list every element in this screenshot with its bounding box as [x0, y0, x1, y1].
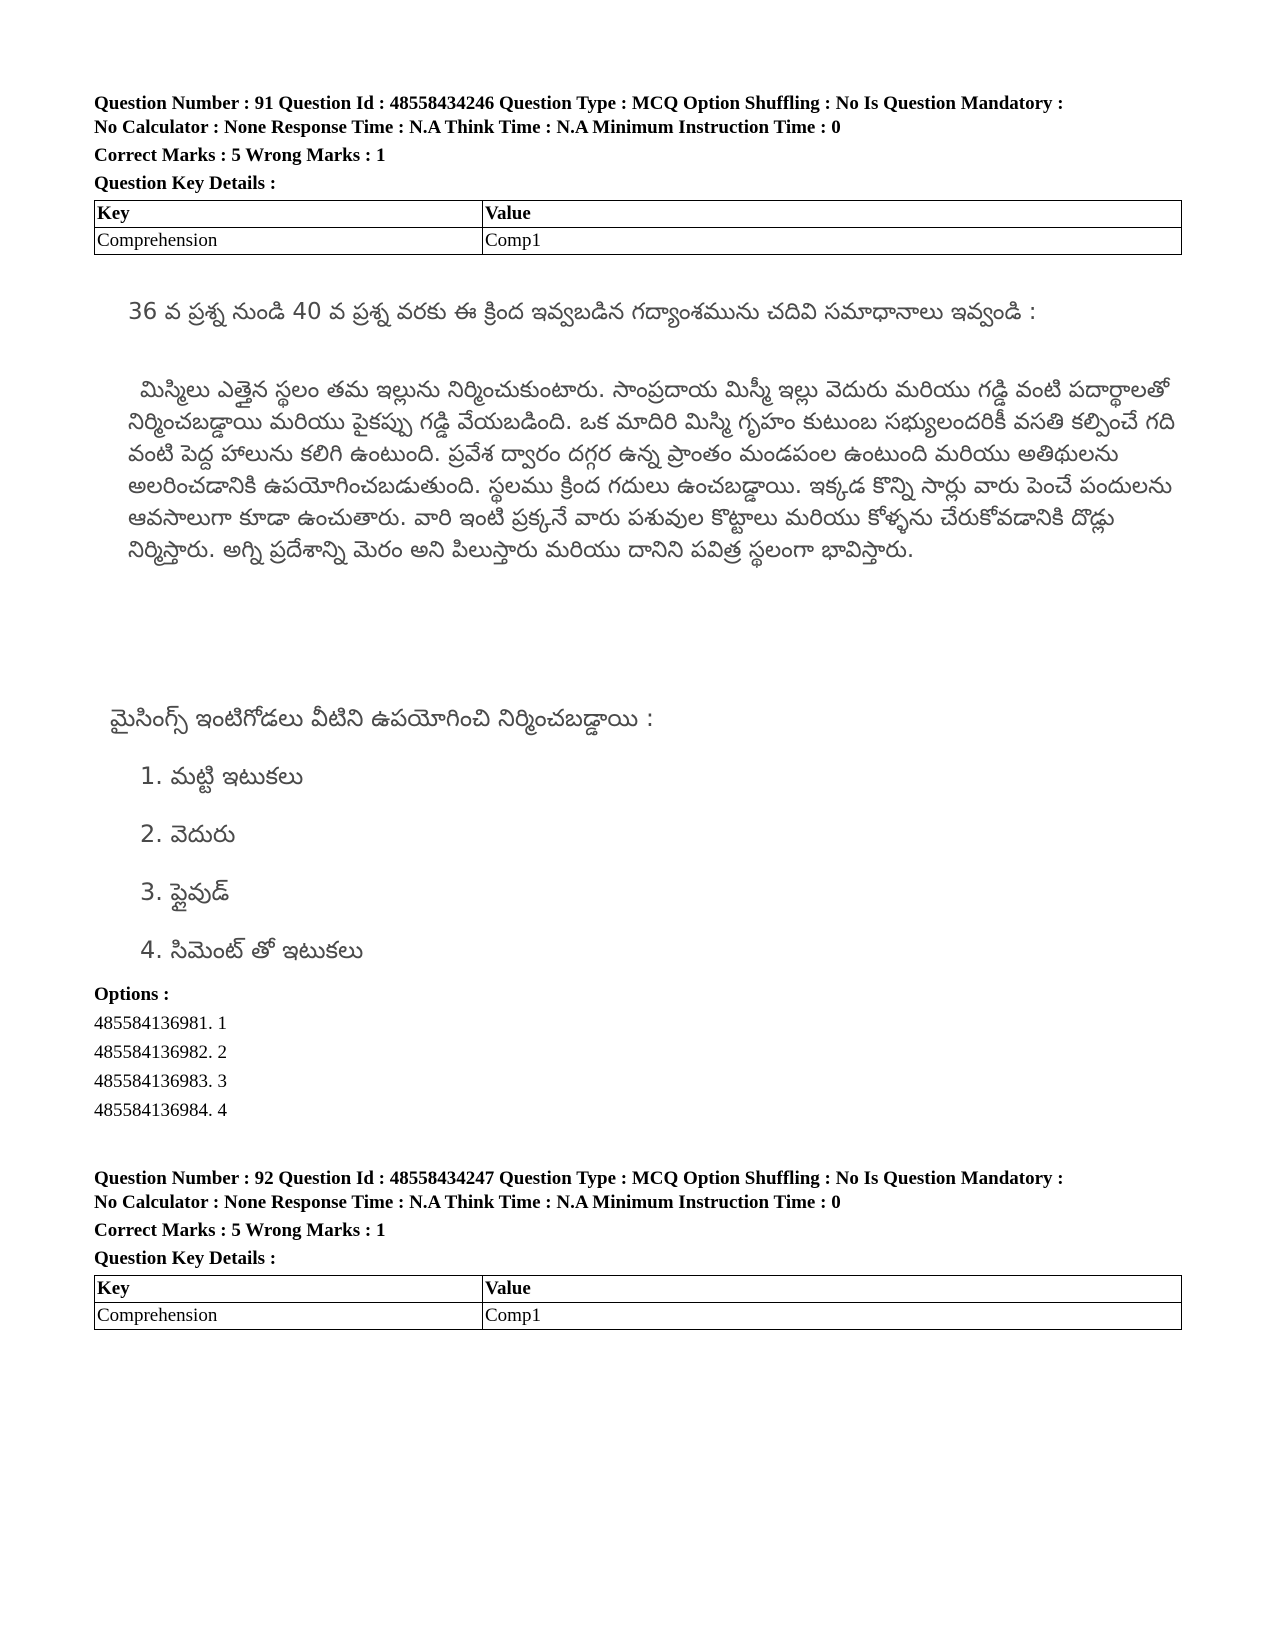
key-details-table	[94, 1275, 1182, 1330]
choice-4: 4. సిమెంట్ తో ఇటుకలు	[140, 936, 364, 964]
answer-choices	[140, 760, 363, 992]
table-cell-key: Comprehension	[95, 1303, 483, 1330]
options-block	[94, 980, 227, 1125]
options-label: Options :	[94, 984, 170, 1005]
key-details-table	[94, 200, 1182, 255]
table-header-row	[95, 1276, 1182, 1303]
table-row	[95, 228, 1182, 255]
table-header-key: Key	[95, 201, 483, 228]
document-page	[94, 92, 1182, 1326]
table-header-value: Value	[483, 1276, 1182, 1303]
question-91	[94, 92, 1182, 1121]
question-header-line2: No Calculator : None Response Time : N.A Think Time : N.A Minimum Instruction Time : 0	[94, 117, 841, 138]
table-cell-value: Comp1	[483, 228, 1182, 255]
key-details-label: Question Key Details :	[94, 1248, 277, 1269]
table-header-row	[95, 201, 1182, 228]
question-header-line2: No Calculator : None Response Time : N.A Think Time : N.A Minimum Instruction Time : 0	[94, 1192, 841, 1213]
comprehension-instruction: 36 వ ప్రశ్న నుండి 40 వ ప్రశ్న వరకు ఈ క్రింద ఇవ్వబడిన గద్యాంశమును చదివి సమాధానాలు ఇవ్వండి :	[128, 299, 1037, 325]
table-cell-key: Comprehension	[95, 228, 483, 255]
passage-text: మిస్మిలు ఎత్తైన స్థలం తమ ఇల్లును నిర్మించుకుంటారు. సాంప్రదాయ మిస్మీ ఇల్లు వెదురు మరియు గడ్డి వంటి పదార్థాలతో నిర్మించబడ్డాయి మరియు పైకప్పు గడ్డి వేయబడింది. ఒక మాదిరి మిస్మి గృహం కుటుంబ సభ్యులందరికీ వసతి కల్పించే గది వంటి పెద్ద హాలును కలిగి ఉంటుంది. ప్రవేశ ద్వారం దగ్గర ఉన్న ప్రాంతం మండపంల ఉంటుంది మరియు అతిథులను అలరించడానికి ఉపయోగించబడుతుంది. స్థలము క్రింద గదులు ఉంచబడ్డాయి. ఇక్కడ కొన్ని సార్లు వారు పెంచే పందులను ఆవసాలుగా కూడా ఉంచుతారు. వారి ఇంటి ప్రక్కనే వారు పశువుల కొట్టాలు మరియు కోళ్ళను చేరుకోవడానికి దొడ్లు నిర్మిస్తారు. అగ్ని ప్రదేశాన్ని మెరం అని పిలుస్తారు మరియు దానిని పవిత్ర స్థలంగా భావిస్తారు.	[128, 377, 1176, 563]
marks-line: Correct Marks : 5 Wrong Marks : 1	[94, 1220, 386, 1241]
choice-2: 2. వెదురు	[140, 820, 236, 848]
table-header-key: Key	[95, 1276, 483, 1303]
question-92	[94, 1167, 1182, 1330]
key-details-label: Question Key Details :	[94, 173, 277, 194]
option-4: 485584136984. 4	[94, 1100, 227, 1121]
table-row	[95, 1303, 1182, 1330]
question-header-line1: Question Number : 92 Question Id : 48558434247 Question Type : MCQ Option Shuffling : No Is Question Mandatory :	[94, 1168, 1064, 1189]
table-header-value: Value	[483, 201, 1182, 228]
marks-line: Correct Marks : 5 Wrong Marks : 1	[94, 145, 386, 166]
choice-1: 1. మట్టి ఇటుకలు	[140, 762, 304, 790]
question-stem: మైసింగ్స్ ఇంటిగోడలు వీటిని ఉపయోగించి నిర్మించబడ్డాయి :	[110, 704, 654, 732]
comprehension-passage	[128, 374, 1198, 566]
question-header-line1: Question Number : 91 Question Id : 48558434246 Question Type : MCQ Option Shuffling : No Is Question Mandatory :	[94, 93, 1064, 114]
option-3: 485584136983. 3	[94, 1071, 227, 1092]
choice-3: 3. ప్లైవుడ్	[140, 878, 230, 906]
table-cell-value: Comp1	[483, 1303, 1182, 1330]
option-1: 485584136981. 1	[94, 1013, 227, 1034]
option-2: 485584136982. 2	[94, 1042, 227, 1063]
